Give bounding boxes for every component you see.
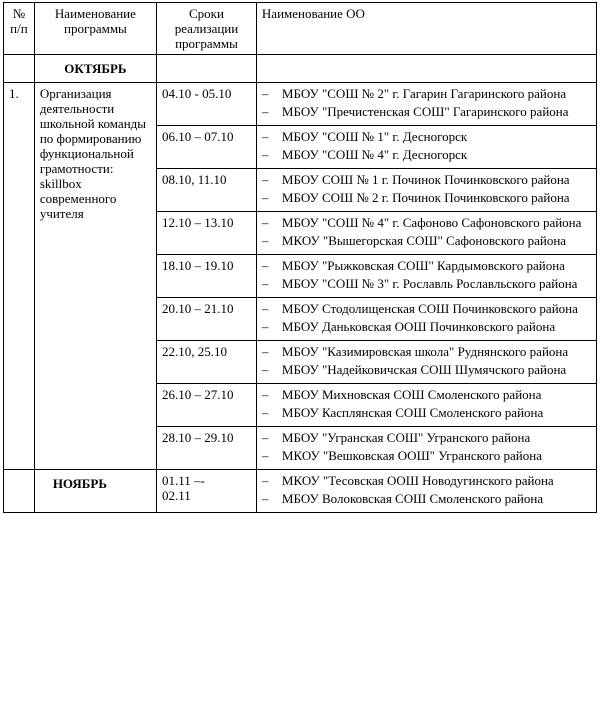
dash-bullet: – <box>261 172 269 187</box>
organization-name: МБОУ "Рыжковская СОШ" Кардымовского района <box>281 258 565 273</box>
organizations-cell <box>256 126 596 169</box>
header-dates: Сроки реализации программы <box>157 3 257 55</box>
dash-bullet: – <box>261 387 269 402</box>
organization-item <box>262 387 591 402</box>
organizations-list <box>262 473 591 506</box>
organizations-cell <box>256 470 596 513</box>
organizations-cell <box>256 298 596 341</box>
organization-item <box>262 86 591 101</box>
organizations-list <box>262 172 591 205</box>
organization-item <box>262 104 591 119</box>
month-label: ОКТЯБРЬ <box>34 55 156 83</box>
schedule-row <box>4 470 597 513</box>
dash-bullet: – <box>261 319 269 334</box>
organization-name: МБОУ "СОШ № 4" г. Сафоново Сафоновского района <box>281 215 582 230</box>
date-range: 01.11 –- 02.11 <box>157 470 257 513</box>
organizations-list <box>262 215 591 248</box>
date-range: 12.10 – 13.10 <box>157 212 257 255</box>
header-program-name: Наименование программы <box>34 3 156 55</box>
organization-item <box>262 172 591 187</box>
organization-item <box>262 147 591 162</box>
dash-bullet: – <box>261 233 269 248</box>
date-range: 28.10 – 29.10 <box>157 427 257 470</box>
organization-name: МБОУ "СОШ № 2" г. Гагарин Гагаринского района <box>281 86 567 101</box>
header-organizations: Наименование ОО <box>256 3 596 55</box>
organization-item <box>262 258 591 273</box>
header-row <box>4 3 597 55</box>
dash-bullet: – <box>261 473 269 488</box>
organizations-list <box>262 86 591 119</box>
month-row <box>4 55 597 83</box>
dash-bullet: – <box>261 344 269 359</box>
organization-item <box>262 491 591 506</box>
organizations-cell <box>256 212 596 255</box>
organizations-cell <box>256 427 596 470</box>
dash-bullet: – <box>261 104 269 119</box>
organization-item <box>262 319 591 334</box>
organization-name: МБОУ "Надейковичская СОШ Шумячского района <box>281 362 567 377</box>
organization-item <box>262 215 591 230</box>
organizations-cell <box>256 83 596 126</box>
schedule-row <box>4 83 597 126</box>
organization-item <box>262 448 591 463</box>
organization-name: МКОУ "Тесовская ООШ Новодугинского района <box>281 473 554 488</box>
organizations-list <box>262 129 591 162</box>
organization-name: МБОУ СОШ № 1 г. Починок Починковского района <box>281 172 570 187</box>
dash-bullet: – <box>261 190 269 205</box>
date-range: 08.10, 11.10 <box>157 169 257 212</box>
row-num-cell <box>4 470 35 513</box>
organizations-list <box>262 301 591 334</box>
dash-bullet: – <box>261 86 269 101</box>
dash-bullet: – <box>261 448 269 463</box>
organization-name: МБОУ СОШ № 2 г. Починок Починковского района <box>281 190 570 205</box>
organizations-cell <box>256 341 596 384</box>
organization-item <box>262 190 591 205</box>
organization-name: МБОУ Касплянская СОШ Смоленского района <box>281 405 544 420</box>
dash-bullet: – <box>261 491 269 506</box>
organization-name: МБОУ "СОШ № 3" г. Рославль Рославльского района <box>281 276 578 291</box>
organization-name: МБОУ "Угранская СОШ" Угранского района <box>281 430 531 445</box>
month-dates-cell <box>157 55 257 83</box>
organization-item <box>262 430 591 445</box>
organizations-cell <box>256 169 596 212</box>
organization-name: МБОУ Стодолищенская СОШ Починковского района <box>281 301 578 316</box>
date-range: 20.10 – 21.10 <box>157 298 257 341</box>
date-range: 22.10, 25.10 <box>157 341 257 384</box>
organization-name: МБОУ "СОШ № 1" г. Десногорск <box>281 129 468 144</box>
organization-name: МБОУ Даньковская ООШ Починковского района <box>281 319 556 334</box>
dash-bullet: – <box>261 147 269 162</box>
organization-name: МБОУ "СОШ № 4" г. Десногорск <box>281 147 468 162</box>
month-orgs-cell <box>256 55 596 83</box>
date-range: 26.10 – 27.10 <box>157 384 257 427</box>
organization-name: МБОУ "Пречистенская СОШ" Гагаринского района <box>281 104 569 119</box>
organization-name: МКОУ "Вешковская ООШ" Угранского района <box>281 448 542 463</box>
organizations-cell <box>256 384 596 427</box>
dash-bullet: – <box>261 215 269 230</box>
organization-item <box>262 473 591 488</box>
program-schedule-table <box>3 2 597 513</box>
dash-bullet: – <box>261 405 269 420</box>
organizations-list <box>262 344 591 377</box>
date-range: 04.10 - 05.10 <box>157 83 257 126</box>
date-range: 06.10 – 07.10 <box>157 126 257 169</box>
month-num-cell <box>4 55 35 83</box>
organization-name: МБОУ Михновская СОШ Смоленского района <box>281 387 542 402</box>
dash-bullet: – <box>261 430 269 445</box>
organizations-list <box>262 387 591 420</box>
organization-item <box>262 301 591 316</box>
organizations-list <box>262 430 591 463</box>
organization-name: МКОУ "Вышегорская СОШ" Сафоновского района <box>281 233 567 248</box>
organization-name: МБОУ Волоковская СОШ Смоленского района <box>281 491 544 506</box>
organization-item <box>262 129 591 144</box>
dash-bullet: – <box>261 258 269 273</box>
dash-bullet: – <box>261 129 269 144</box>
organization-item <box>262 405 591 420</box>
month-label: НОЯБРЬ <box>34 470 156 513</box>
organization-name: МБОУ "Казимировская школа" Руднянского района <box>281 344 569 359</box>
organizations-list <box>262 258 591 291</box>
date-range: 18.10 – 19.10 <box>157 255 257 298</box>
organization-item <box>262 276 591 291</box>
organization-item <box>262 362 591 377</box>
dash-bullet: – <box>261 276 269 291</box>
program-name: Организация деятельности школьной команды по формированию функциональной грамотности: skillbox современного учителя <box>34 83 156 470</box>
dash-bullet: – <box>261 301 269 316</box>
header-num: № п/п <box>4 3 35 55</box>
organization-item <box>262 233 591 248</box>
organizations-cell <box>256 255 596 298</box>
program-number: 1. <box>4 83 35 470</box>
dash-bullet: – <box>261 362 269 377</box>
organization-item <box>262 344 591 359</box>
